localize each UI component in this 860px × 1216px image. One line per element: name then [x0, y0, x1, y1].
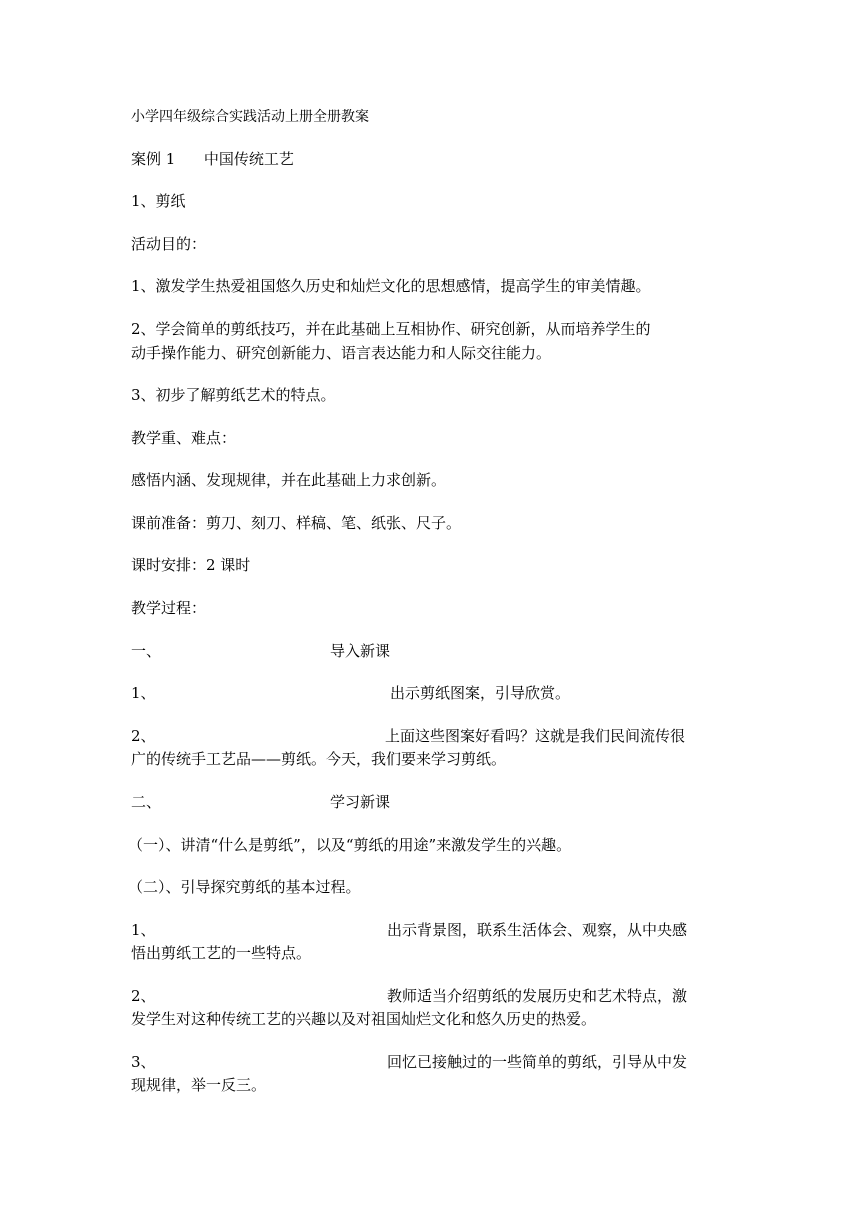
goal-item-2-line-1: 2、学会简单的剪纸技巧，并在此基础上互相协作、研究创新，从而培养学生的 [131, 320, 651, 338]
part-1-item-1-number: 1、 [131, 684, 156, 702]
case-heading: 案例 1 中国传统工艺 [131, 150, 294, 168]
part-2-item-1-number: 1、 [131, 921, 156, 939]
section-heading-paper-cutting: 1、剪纸 [131, 192, 186, 210]
part-2-title: 学习新课 [330, 793, 391, 811]
goal-item-1: 1、激发学生热爱祖国悠久历史和灿烂文化的思想感情，提高学生的审美情趣。 [131, 277, 651, 295]
goal-item-2-line-2: 动手操作能力、研究创新能力、语言表达能力和人际交往能力。 [131, 344, 552, 362]
document-title: 小学四年级综合实践活动上册全册教案 [131, 109, 369, 125]
goals-label: 活动目的： [131, 235, 207, 253]
part-2-item-3-line-1: 回忆已接触过的一些简单的剪纸，引导从中发 [387, 1053, 688, 1071]
part-1-item-2-number: 2、 [131, 727, 156, 745]
part-2-item-1-line-2: 悟出剪纸工艺的一些特点。 [131, 944, 312, 962]
part-1-item-2-line-2: 广的传统手工艺品——剪纸。今天，我们要来学习剪纸。 [131, 750, 507, 768]
process-label: 教学过程： [131, 599, 207, 617]
part-1-item-2-line-1: 上面这些图案好看吗？这就是我们民间流传很 [385, 727, 686, 745]
part-2-item-3-number: 3、 [131, 1053, 156, 1071]
part-2-item-2-line-2: 发学生对这种传统工艺的兴趣以及对祖国灿烂文化和悠久历史的热爱。 [131, 1010, 597, 1028]
part-2-item-3-line-2: 现规律，举一反三。 [131, 1076, 267, 1094]
key-points-label: 教学重、难点： [131, 429, 237, 447]
part-1-number: 一、 [131, 642, 162, 660]
part-1-title: 导入新课 [330, 642, 391, 660]
subsection-2: （二）、引导探究剪纸的基本过程。 [128, 878, 361, 896]
schedule-text: 课时安排：2 课时 [131, 556, 251, 574]
part-1-item-1-text: 出示剪纸图案，引导欣赏。 [390, 684, 571, 702]
part-2-number: 二、 [131, 793, 162, 811]
preparation-text: 课前准备：剪刀、刻刀、样稿、笔、纸张、尺子。 [131, 514, 462, 532]
part-2-item-2-number: 2、 [131, 987, 156, 1005]
goal-item-3: 3、初步了解剪纸艺术的特点。 [131, 386, 336, 404]
part-2-item-1-line-1: 出示背景图，联系生活体会、观察，从中央感 [387, 921, 688, 939]
key-points-text: 感悟内涵、发现规律，并在此基础上力求创新。 [131, 471, 447, 489]
part-2-item-2-line-1: 教师适当介绍剪纸的发展历史和艺术特点，激 [387, 987, 688, 1005]
subsection-1: （一）、讲清“什么是剪纸”，以及“剪纸的用途”来激发学生的兴趣。 [128, 836, 572, 854]
